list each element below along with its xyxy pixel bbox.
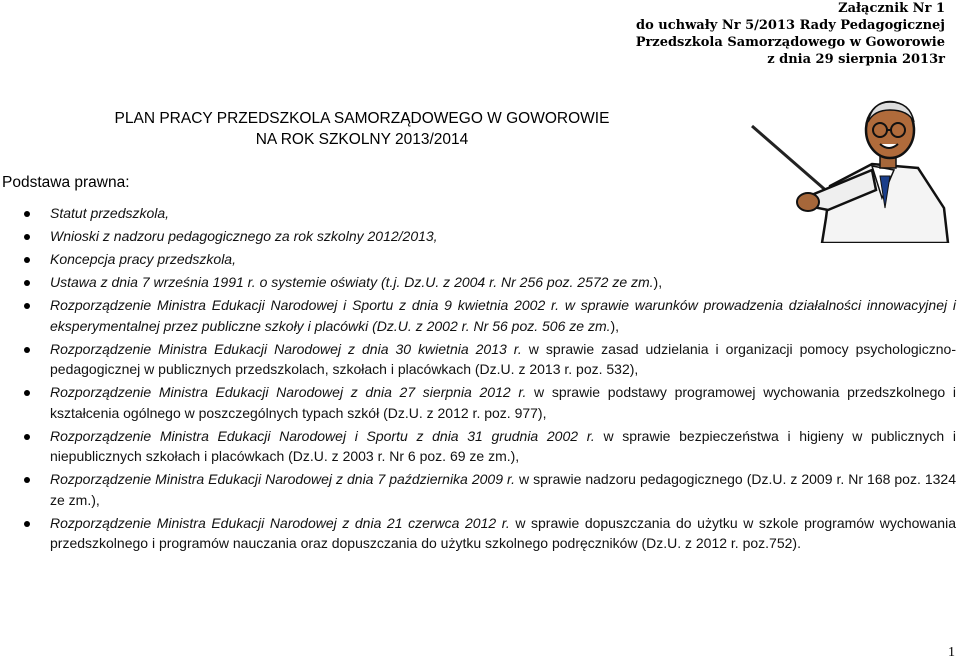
bullet-icon xyxy=(24,477,30,483)
legal-basis-heading: Podstawa prawna: xyxy=(2,174,130,191)
list-item xyxy=(0,426,958,467)
list-item xyxy=(0,339,958,380)
resolution-date: z dnia 29 sierpnia 2013r xyxy=(767,52,945,67)
title-line-2: NA ROK SZKOLNY 2013/2014 xyxy=(255,131,469,148)
bullet-icon xyxy=(24,303,30,309)
list-item-italic: Statut przedszkola, xyxy=(50,205,170,221)
bullet-icon xyxy=(24,280,30,286)
list-item-regular: w sprawie zasad udzielania i organizacji pomocy psychologiczno-pedagogicznej w publicznych przedszkolach, szkołach i placówkach (Dz.U. z 2013 r. poz. 532), xyxy=(50,340,956,378)
document-title xyxy=(92,108,632,150)
list-item xyxy=(0,469,958,510)
bullet-icon xyxy=(24,211,30,217)
attachment-header xyxy=(636,0,945,68)
bullet-icon xyxy=(24,521,30,527)
institution-name: Przedszkola Samorządowego w Goworowie xyxy=(635,35,945,50)
list-item xyxy=(0,295,958,336)
list-item-italic: Rozporządzenie Ministra Edukacji Narodowej i Sportu z dnia 31 grudnia 2002 r. xyxy=(50,427,595,444)
list-item-regular: w sprawie podstawy programowej wychowania przedszkolnego i kształcenia ogólnego w poszczególnych typach szkół (Dz.U. z 2012 r. poz. 977), xyxy=(50,384,956,421)
bullet-icon xyxy=(24,434,30,440)
list-item xyxy=(0,382,958,423)
list-item-regular: w sprawie dopuszczania do użytku w szkole programów wychowania przedszkolnego i programów nauczania oraz dopuszczania do użytku szkolnego podręczników (Dz.U. z 2012 r. poz.752). xyxy=(50,514,956,552)
list-item xyxy=(0,226,958,247)
list-item-regular: w sprawie bezpieczeństwa i higieny w publicznych i niepublicznych szkołach i placówkach (Dz.U. z 2003 r. Nr 6 poz. 69 ze zm.), xyxy=(50,427,956,465)
bullet-icon xyxy=(24,347,30,353)
page-number: 1 xyxy=(948,645,955,660)
list-item-regular: w sprawie nadzoru pedagogicznego (Dz.U. z 2009 r. Nr 168 poz. 1324 ze zm.), xyxy=(50,471,956,508)
resolution-reference: do uchwały Nr 5/2013 Rady Pedagogicznej xyxy=(636,18,945,33)
list-item-italic: Ustawa z dnia 7 września 1991 r. o systemie oświaty (t.j. Dz.U. z 2004 r. Nr 256 poz. 2572 ze zm. xyxy=(50,273,654,290)
list-item-regular: ), xyxy=(610,317,620,334)
legal-basis-list xyxy=(0,203,958,556)
title-line-1: PLAN PRACY PRZEDSZKOLA SAMORZĄDOWEGO W GOWOROWIE xyxy=(114,110,610,127)
attachment-number: Załącznik Nr 1 xyxy=(838,1,945,16)
list-item xyxy=(0,203,958,224)
list-item-italic: Rozporządzenie Ministra Edukacji Narodowej z dnia 7 października 2009 r. xyxy=(50,471,516,488)
list-item xyxy=(0,272,958,293)
list-item-italic: Rozporządzenie Ministra Edukacji Narodowej i Sportu z dnia 9 kwietnia 2002 r. w sprawie warunków prowadzenia działalności innowacyjnej i eksperymentalnej przez publiczne szkoły i placówki (Dz.U. z 2002 r. Nr 56 poz. 506 ze zm. xyxy=(50,296,956,334)
list-item-italic: Wnioski z nadzoru pedagogicznego za rok szkolny 2012/2013, xyxy=(50,227,438,244)
list-item-italic: Rozporządzenie Ministra Edukacji Narodowej z dnia 21 czerwca 2012 r. xyxy=(50,514,510,531)
list-item xyxy=(0,513,958,554)
bullet-icon xyxy=(24,390,30,396)
list-item xyxy=(0,249,958,270)
list-item-italic: Koncepcja pracy przedszkola, xyxy=(50,250,236,267)
list-item-italic: Rozporządzenie Ministra Edukacji Narodowej z dnia 30 kwietnia 2013 r. xyxy=(50,340,522,357)
list-item-italic: Rozporządzenie Ministra Edukacji Narodowej z dnia 27 sierpnia 2012 r. xyxy=(50,384,527,401)
bullet-icon xyxy=(24,257,30,263)
bullet-icon xyxy=(24,234,30,240)
list-item-regular: ), xyxy=(653,273,663,290)
